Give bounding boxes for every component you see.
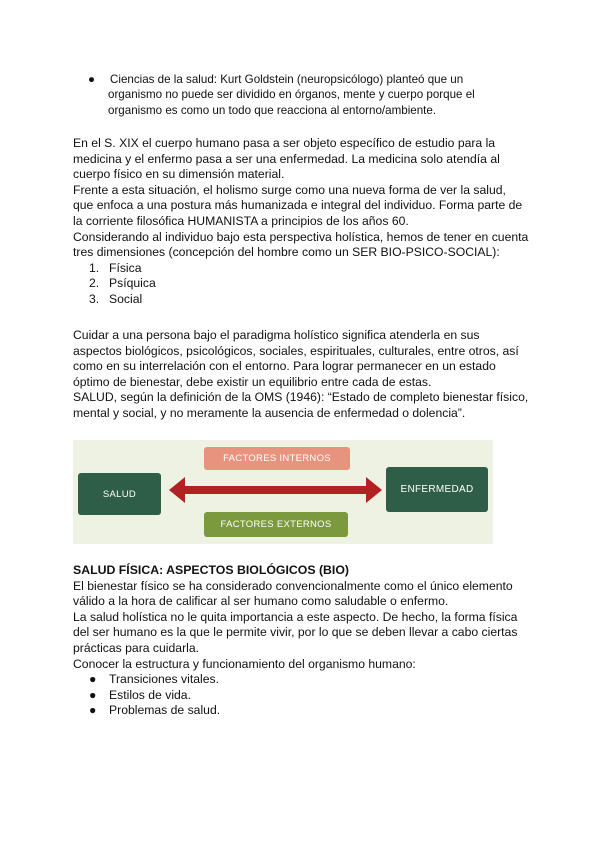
- text-line: organismo no puede ser dividido en órganos, mente y cuerpo porque el: [108, 88, 475, 102]
- text-line: del ser humano es la que le permite vivir, por lo que se deben llevar a cabo ciertas: [73, 625, 518, 640]
- text-line: organismo es como un todo que reacciona al entorno/ambiente.: [108, 103, 437, 117]
- list-number: 3.: [89, 291, 100, 306]
- bullet-marker: ●: [89, 672, 97, 687]
- text-line: como en su interrelación con el entorno. Para lograr permanecer en un estado: [73, 359, 496, 374]
- list-number: 2.: [89, 276, 100, 291]
- list-item: [73, 276, 533, 292]
- list-item-text: Física: [109, 260, 142, 275]
- text-line: mental y social, y no meramente la ausencia de enfermedad o dolencia”.: [73, 405, 466, 420]
- factores-internos-box: FACTORES INTERNOS: [204, 447, 350, 470]
- list-item-text: Social: [109, 291, 143, 306]
- list-item: [73, 261, 533, 277]
- text-line: tres dimensiones (concepción del hombre como un SER BIO-PSICO-SOCIAL):: [73, 245, 500, 260]
- section-heading: SALUD FÍSICA: ASPECTOS BIOLÓGICOS (BIO): [73, 563, 350, 577]
- text-line: SALUD, según la definición de la OMS (1946): “Estado de completo bienestar físico,: [73, 390, 529, 405]
- paragraph: [73, 610, 543, 657]
- section-paradigm: [73, 328, 543, 422]
- organism-list: [73, 672, 543, 719]
- text-line: prácticas para cuidarla.: [73, 640, 199, 655]
- paragraph: [73, 183, 533, 230]
- paragraph: [73, 390, 543, 421]
- bullet-marker: ●: [88, 73, 96, 86]
- list-item: [73, 703, 543, 719]
- text-line: El bienestar físico se ha considerado convencionalmente como el único elemento: [73, 578, 513, 593]
- bullet-marker: ●: [89, 687, 97, 702]
- text-line: Ciencias de la salud: Kurt Goldstein (neuropsicólogo) planteó que un: [110, 73, 464, 86]
- paragraph: [73, 657, 543, 673]
- text-line: que enfoca a una postura más humanizada e integral del individuo. Forma parte de: [73, 198, 523, 213]
- dimensions-list: [73, 261, 533, 308]
- list-item: [73, 292, 533, 308]
- text-line: aspectos biológicos, psicológicos, sociales, espirituales, culturales, entre otros, así: [73, 343, 519, 358]
- health-factors-diagram: [73, 440, 493, 544]
- text-line: En el S. XIX el cuerpo humano pasa a ser objeto específico de estudio para la: [73, 136, 496, 150]
- list-item-text: Transiciones vitales.: [109, 672, 219, 687]
- text-line: válido a la hora de calificar al ser humano como saludable o enfermo.: [73, 594, 449, 609]
- salud-box: SALUD: [78, 473, 161, 515]
- list-item-text: Problemas de salud.: [109, 703, 221, 718]
- double-arrow-icon: [169, 477, 382, 503]
- enfermedad-box: ENFERMEDAD: [386, 467, 488, 512]
- list-item-text: Estilos de vida.: [109, 687, 191, 702]
- bullet-marker: ●: [89, 703, 97, 718]
- text-line: Conocer la estructura y funcionamiento del organismo humano:: [73, 656, 416, 671]
- text-line: óptimo de bienestar, debe existir un equilibrio entre cada de estas.: [73, 374, 432, 389]
- list-item: [73, 688, 543, 704]
- list-item-text: Psíquica: [109, 276, 156, 291]
- paragraph: [73, 579, 543, 610]
- top-bullet-item: [88, 72, 508, 118]
- text-line: Frente a esta situación, el holismo surge como una nueva forma de ver la salud,: [73, 182, 506, 197]
- text-line: cuerpo físico en su dimensión material.: [73, 167, 285, 182]
- section-physical-health: [73, 563, 543, 719]
- text-line: Considerando al individuo bajo esta perspectiva holística, hemos de tener en cuenta: [73, 229, 529, 244]
- text-line: la corriente filosófica HUMANISTA a principios de los años 60.: [73, 213, 409, 228]
- list-number: 1.: [89, 260, 100, 275]
- paragraph: [73, 328, 543, 390]
- section-holism: [73, 136, 533, 308]
- text-line: Cuidar a una persona bajo el paradigma holístico significa atenderla en sus: [73, 328, 480, 342]
- paragraph: [73, 136, 533, 183]
- text-line: medicina y el enfermo pasa a ser una enfermedad. La medicina solo atendía al: [73, 151, 500, 166]
- text-line: La salud holística no le quita importancia a este aspecto. De hecho, la forma física: [73, 609, 518, 624]
- factores-externos-box: FACTORES EXTERNOS: [204, 512, 348, 537]
- list-item: [73, 672, 543, 688]
- paragraph: [73, 230, 533, 261]
